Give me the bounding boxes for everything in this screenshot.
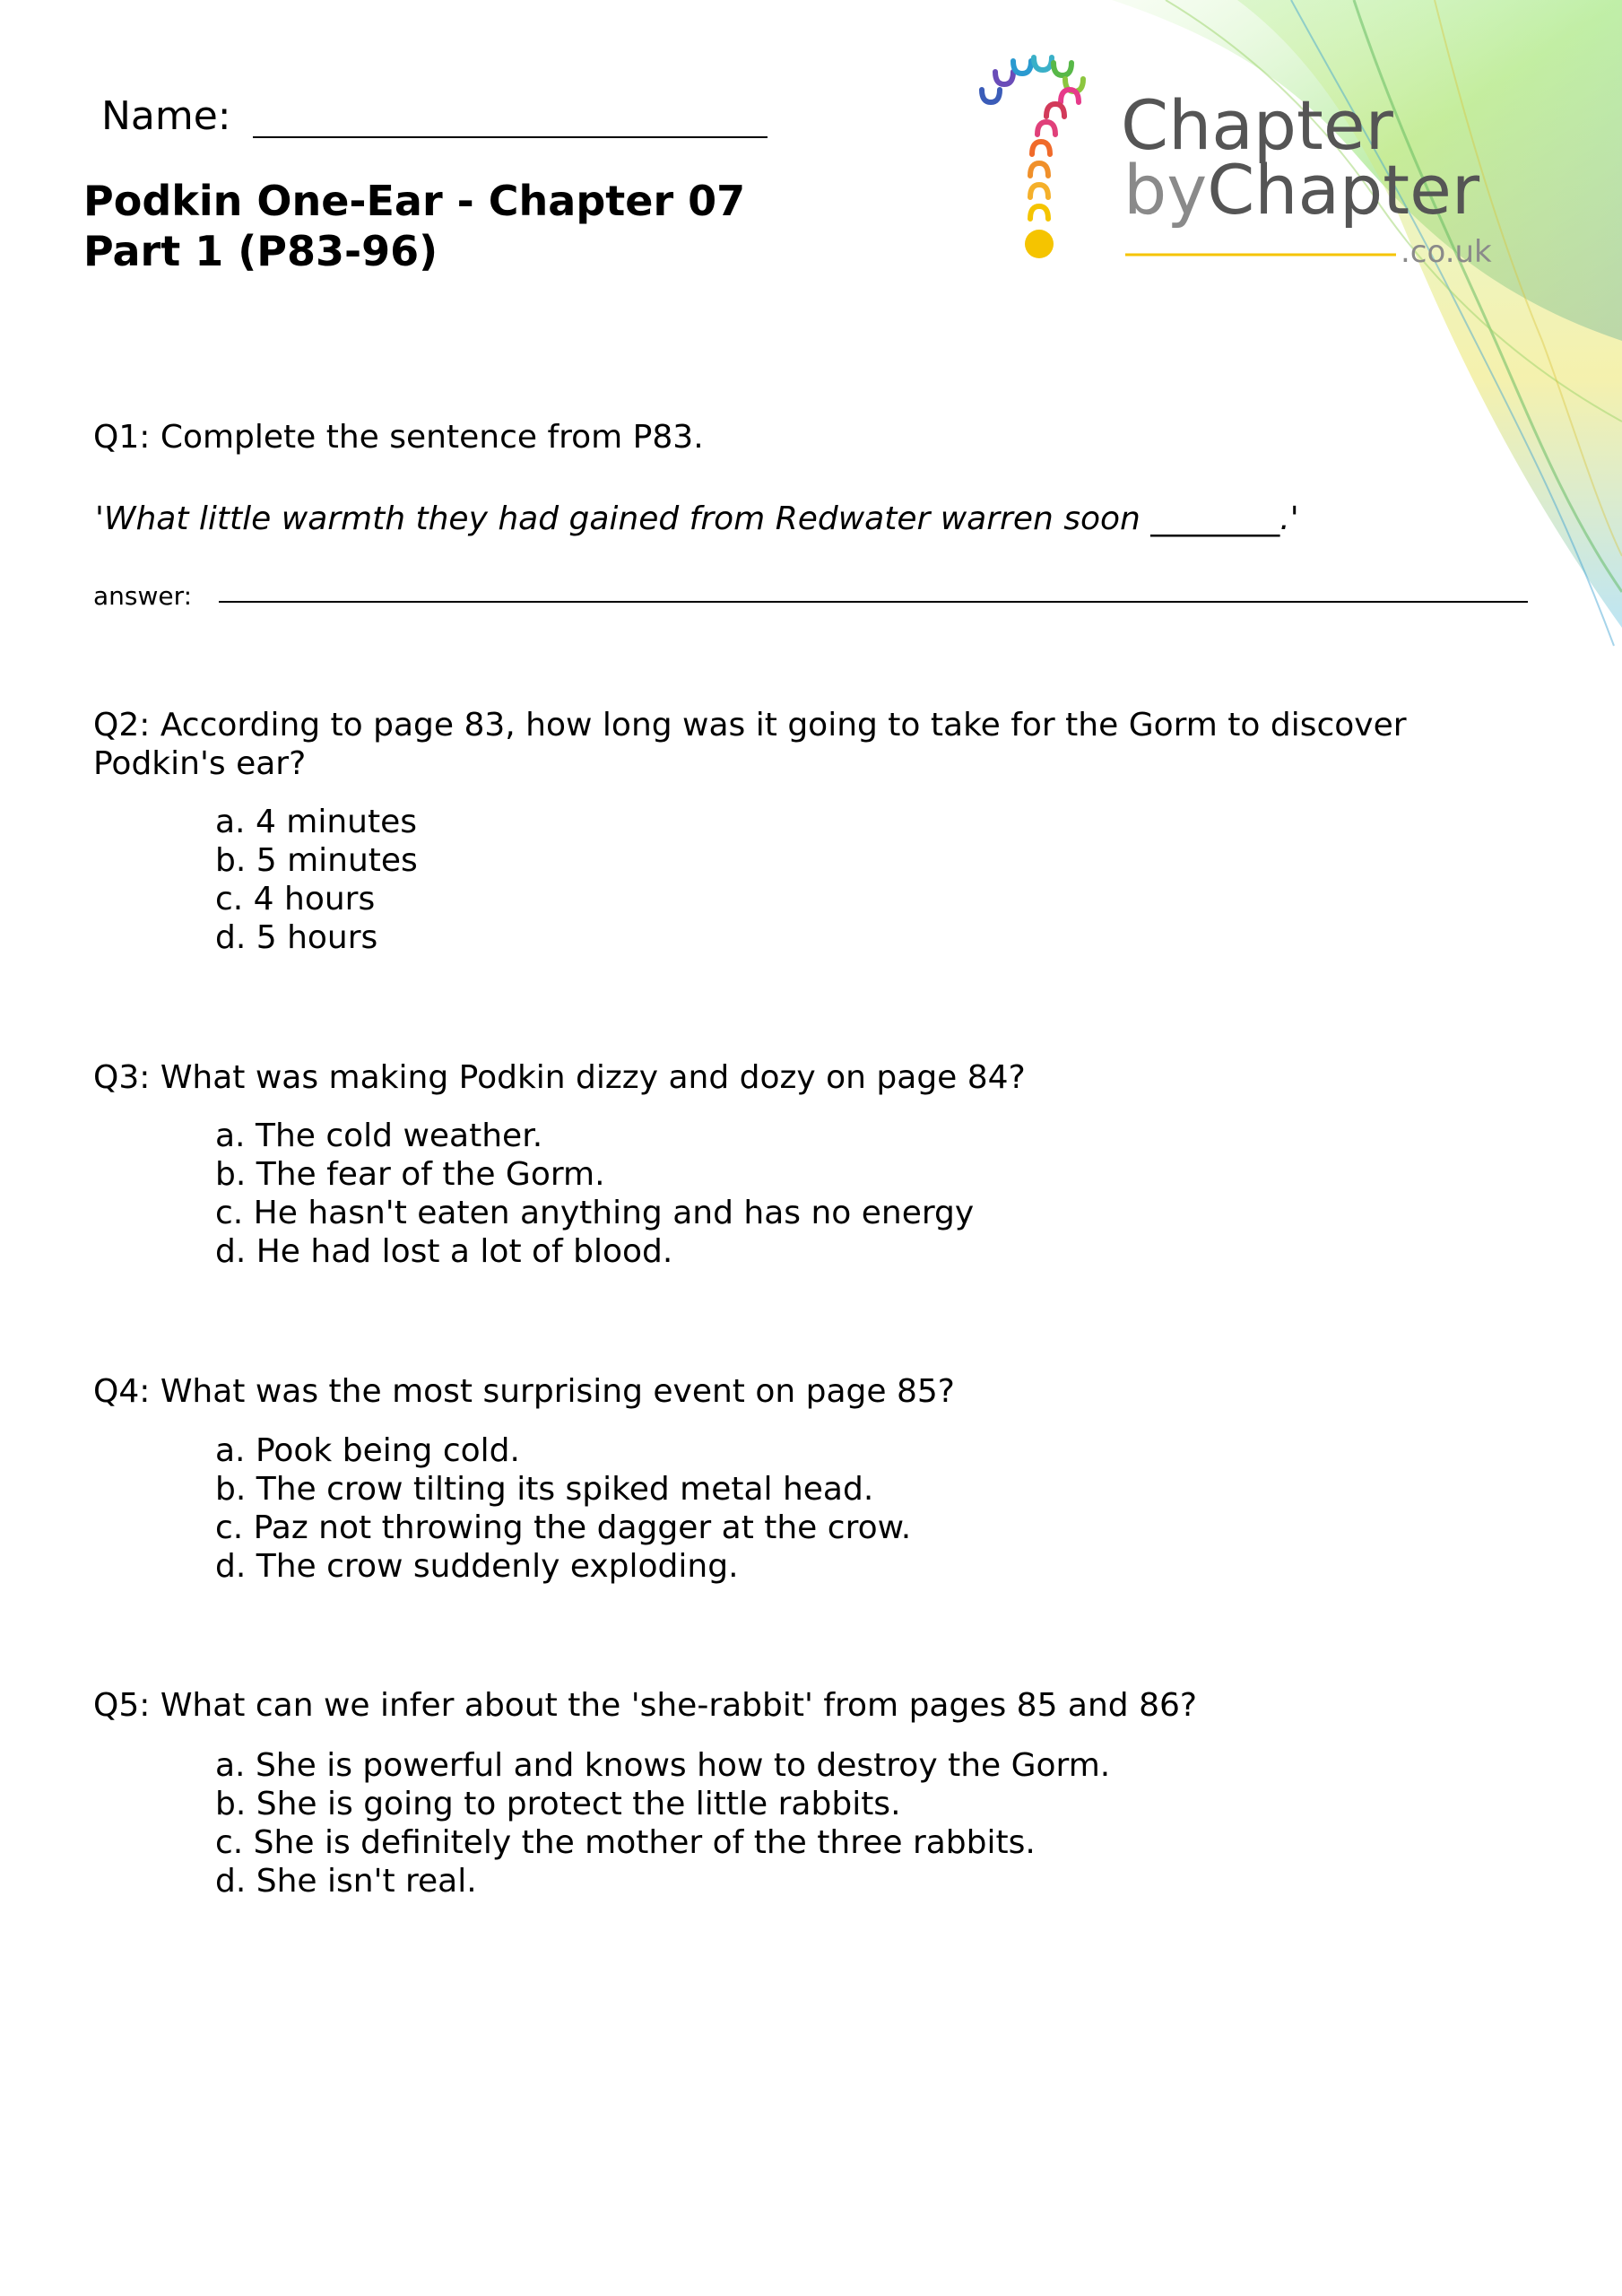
answer-line[interactable] [219,601,1528,603]
question-1-prompt: Q1: Complete the sentence from P83. [93,419,704,456]
chapter-by-chapter-logo [964,52,1556,312]
answer-label: answer: [93,581,193,611]
option-a[interactable]: a. The cold weather. [215,1118,543,1154]
logo-word-chapter-2: Chapter [1207,150,1480,230]
question-4-prompt: Q4: What was the most surprising event on page 85? [93,1373,955,1410]
question-2-prompt: Q2: According to page 83, how long was it going to take for the Gorm to discover Podkin's ear? [93,707,1407,782]
option-a[interactable]: a. She is powerful and knows how to destroy the Gorm. [215,1747,1111,1784]
option-c[interactable]: c. She is definitely the mother of the three rabbits. [215,1824,1036,1861]
svg-text:byChapter [1123,150,1480,230]
logo-word-chapter: Chapter [1121,85,1393,165]
option-c[interactable]: c. He hasn't eaten anything and has no energy [215,1195,975,1231]
question-3-prompt: Q3: What was making Podkin dizzy and dozy on page 84? [93,1059,1026,1096]
option-b[interactable]: b. The fear of the Gorm. [215,1156,605,1193]
option-d[interactable]: d. 5 hours [215,919,378,956]
name-blank-line [253,136,768,138]
name-label: Name: [101,93,231,139]
question-5-options [215,1746,1110,1900]
title-line-1: Podkin One-Ear - Chapter 07 [83,177,746,225]
option-d[interactable]: d. She isn't real. [215,1863,477,1900]
logo-word-by: by [1123,150,1208,230]
question-4-options [215,1431,911,1586]
option-b[interactable]: b. She is going to protect the little rabbits. [215,1786,901,1822]
option-a[interactable]: a. Pook being cold. [215,1432,520,1469]
option-b[interactable]: b. 5 minutes [215,842,418,879]
option-d[interactable]: d. He had lost a lot of blood. [215,1233,673,1270]
question-3-options [215,1117,974,1271]
option-b[interactable]: b. The crow tilting its spiked metal head. [215,1471,874,1508]
title-line-2: Part 1 (P83-96) [83,227,438,275]
question-2-options [215,803,418,957]
option-a[interactable]: a. 4 minutes [215,804,418,840]
question-1-quote: 'What little warmth they had gained from Redwater warren soon ________.' [95,500,1299,537]
option-d[interactable]: d. The crow suddenly exploding. [215,1548,739,1585]
book-question-mark-icon [982,57,1083,258]
question-5-prompt: Q5: What can we infer about the 'she-rabbit' from pages 85 and 86? [93,1687,1198,1724]
option-c[interactable]: c. Paz not throwing the dagger at the crow. [215,1509,912,1546]
option-c[interactable]: c. 4 hours [215,881,376,918]
logo-domain-suffix: .co.uk [1401,234,1492,270]
worksheet-title [83,176,745,276]
